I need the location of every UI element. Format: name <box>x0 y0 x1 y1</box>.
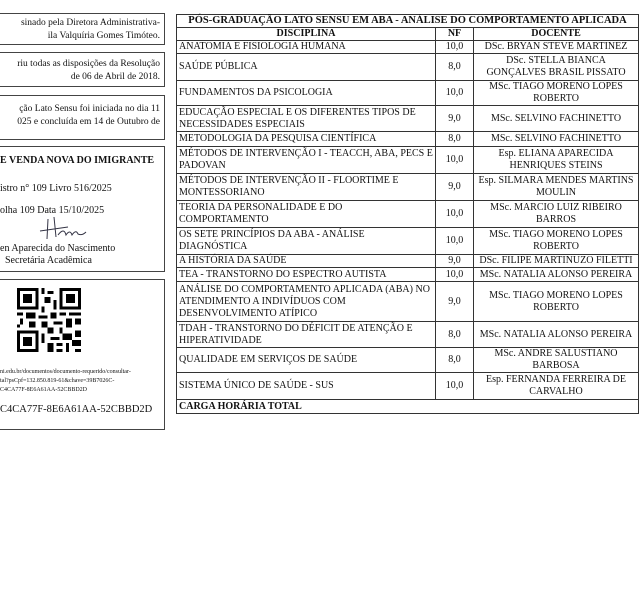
institution-name: E VENDA NOVA DO IMIGRANTE <box>0 155 155 166</box>
verification-url-line[interactable]: C4CA77F-8E6A61AA-52CBBD2D <box>0 387 88 393</box>
registry-number: istro n° 109 Livro 516/2025 <box>0 183 112 194</box>
grade-cell: 10,0 <box>436 228 474 255</box>
resolution-line: riu todas as disposições da Resolução <box>17 59 160 69</box>
grade-cell: 9,0 <box>436 282 474 322</box>
teacher-cell: MSc. ANDRE SALUSTIANO BARBOSA <box>474 348 639 373</box>
teacher-cell: Esp. ELIANA APARECIDA HENRIQUES STEINS <box>474 147 639 174</box>
discipline-cell: SAÚDE PÚBLICA <box>177 54 436 81</box>
discipline-cell: TEORIA DA PERSONALIDADE E DO COMPORTAMENTO <box>177 201 436 228</box>
signature-note-line: sinado pela Diretora Administrativa- <box>20 18 160 28</box>
discipline-cell: FUNDAMENTOS DA PSICOLOGIA <box>177 81 436 106</box>
teacher-cell: MSc. NATALIA ALONSO PEREIRA <box>474 268 639 282</box>
discipline-cell: MÉTODOS DE INTERVENÇÃO II - FLOORTIME E MONTESSORIANO <box>177 174 436 201</box>
signer-name: en Aparecida do Nascimento <box>0 243 116 254</box>
teacher-cell: MSc. TIAGO MORENO LOPES ROBERTO <box>474 228 639 255</box>
teacher-cell: Esp. SILMARA MENDES MARTINS MOULIN <box>474 174 639 201</box>
grade-cell: 10,0 <box>436 268 474 282</box>
discipline-cell: SISTEMA ÚNICO DE SAÚDE - SUS <box>177 373 436 400</box>
teacher-cell: MSc. MARCIO LUIZ RIBEIRO BARROS <box>474 201 639 228</box>
grade-cell: 9,0 <box>436 106 474 132</box>
verification-url-line[interactable]: ni.edu.br/documentos/documento-requerido/consultar- <box>0 369 131 375</box>
registry-page-date: olha 109 Data 15/10/2025 <box>0 205 105 216</box>
verification-url-line[interactable]: tal?psCpf=132.850.819-61&chave=39B7026C- <box>0 378 115 384</box>
discipline-cell: ANATOMIA E FISIOLOGIA HUMANA <box>177 41 436 54</box>
course-dates-line: 025 e concluída em 14 de Outubro de <box>17 117 160 127</box>
grade-cell: 8,0 <box>436 348 474 373</box>
header-nf: NF <box>436 28 474 41</box>
grades-table <box>176 14 639 414</box>
discipline-cell: A HISTÓRIA DA SAÚDE <box>177 255 436 268</box>
teacher-cell: DSc. STELLA BIANCA GONÇALVES BRASIL PISSATO <box>474 54 639 81</box>
table-row <box>177 268 639 282</box>
grade-cell: 10,0 <box>436 41 474 54</box>
discipline-cell: METODOLOGIA DA PESQUISA CIENTÍFICA <box>177 132 436 147</box>
table-row <box>177 132 639 147</box>
grade-cell: 10,0 <box>436 147 474 174</box>
discipline-cell: QUALIDADE EM SERVIÇOS DE SAÚDE <box>177 348 436 373</box>
course-dates-box <box>0 95 165 140</box>
table-title: PÓS-GRADUAÇÃO LATO SENSU EM ABA - ANÁLISE DO COMPORTAMENTO APLICADA <box>177 15 639 28</box>
teacher-cell: MSc. SELVINO FACHINETTO <box>474 106 639 132</box>
table-row <box>177 147 639 174</box>
grade-cell: 10,0 <box>436 373 474 400</box>
registry-box <box>0 146 165 272</box>
table-row <box>177 41 639 54</box>
signer-role: Secretária Acadêmica <box>5 255 92 266</box>
discipline-cell: EDUCAÇÃO ESPECIAL E OS DIFERENTES TIPOS DE NECESSIDADES ESPECIAIS <box>177 106 436 132</box>
signature-note-line: ila Valquíria Gomes Timóteo. <box>47 31 160 41</box>
table-row <box>177 348 639 373</box>
table-row <box>177 201 639 228</box>
grade-cell: 10,0 <box>436 81 474 106</box>
discipline-cell: ANÁLISE DO COMPORTAMENTO APLICADA (ABA) NO ATENDIMENTO A INDIVÍDUOS COM DESENVOLVIMENTO ATÍPICO <box>177 282 436 322</box>
signature-note-box <box>0 13 165 45</box>
grade-cell: 9,0 <box>436 174 474 201</box>
total-hours-label: CARGA HORÁRIA TOTAL <box>177 400 639 414</box>
header-docente: DOCENTE <box>474 28 639 41</box>
discipline-cell: OS SETE PRINCÍPIOS DA ABA - ANÁLISE DIAGNÓSTICA <box>177 228 436 255</box>
header-disciplina: DISCIPLINA <box>177 28 436 41</box>
teacher-cell: MSc. TIAGO MORENO LOPES ROBERTO <box>474 282 639 322</box>
verification-code: C4CA77F-8E6A61AA-52CBBD2D <box>0 404 153 415</box>
table-row <box>177 54 639 81</box>
grade-cell: 8,0 <box>436 132 474 147</box>
discipline-cell: TEA - TRANSTORNO DO ESPECTRO AUTISTA <box>177 268 436 282</box>
teacher-cell: MSc. TIAGO MORENO LOPES ROBERTO <box>474 81 639 106</box>
table-row <box>177 174 639 201</box>
table-row <box>177 228 639 255</box>
table-row <box>177 81 639 106</box>
table-row <box>177 322 639 348</box>
grade-cell: 9,0 <box>436 255 474 268</box>
grade-cell: 8,0 <box>436 54 474 81</box>
handwritten-signature <box>30 213 90 241</box>
teacher-cell: DSc. FILIPE MARTINUZO FILETTI <box>474 255 639 268</box>
course-dates-line: ção Lato Sensu foi iniciada no dia 11 <box>19 104 160 114</box>
teacher-cell: MSc. SELVINO FACHINETTO <box>474 132 639 147</box>
grade-cell: 8,0 <box>436 322 474 348</box>
table-row <box>177 106 639 132</box>
table-row <box>177 282 639 322</box>
teacher-cell: MSc. NATALIA ALONSO PEREIRA <box>474 322 639 348</box>
teacher-cell: Esp. FERNANDA FERREIRA DE CARVALHO <box>474 373 639 400</box>
table-row <box>177 255 639 268</box>
qr-code-icon[interactable] <box>17 288 81 352</box>
discipline-cell: MÉTODOS DE INTERVENÇÃO I - TEACCH, ABA, PECS E PADOVAN <box>177 147 436 174</box>
table-row <box>177 373 639 400</box>
discipline-cell: TDAH - TRANSTORNO DO DÉFICIT DE ATENÇÃO E HIPERATIVIDADE <box>177 322 436 348</box>
resolution-box <box>0 52 165 87</box>
resolution-line: de 06 de Abril de 2018. <box>70 72 160 82</box>
grade-cell: 10,0 <box>436 201 474 228</box>
teacher-cell: DSc. BRYAN STEVE MARTINEZ <box>474 41 639 54</box>
